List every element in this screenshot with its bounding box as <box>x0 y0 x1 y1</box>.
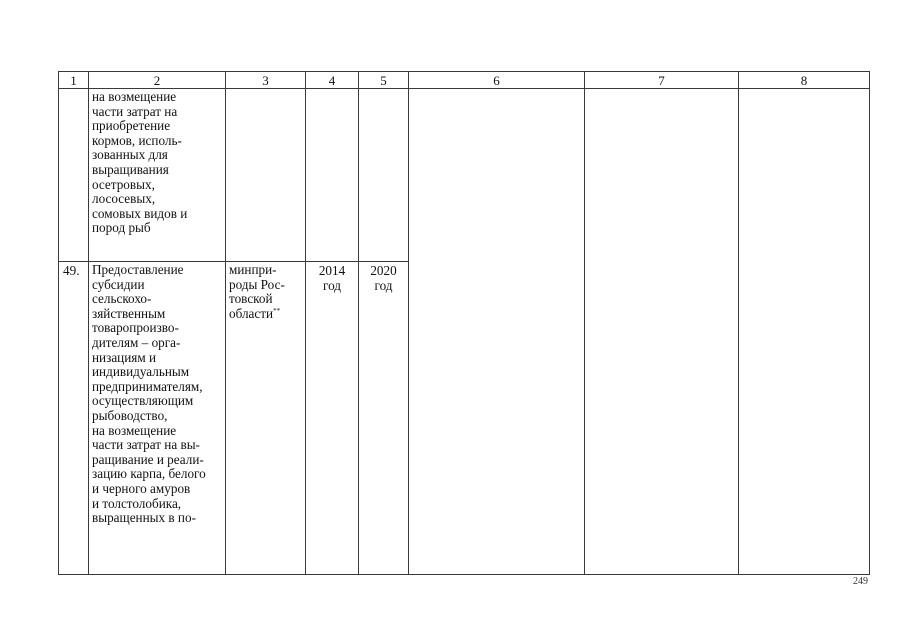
cont-description-line: части затрат на <box>92 103 178 119</box>
cont-description-line: сомовых видов и <box>92 205 188 221</box>
row-49-description-line: и черного амуров <box>92 480 191 496</box>
row-49-executor-line-text: роды Рос- <box>229 276 285 292</box>
cont-description-line: осетровых, <box>92 176 155 192</box>
row-49-executor-line <box>229 292 303 307</box>
cont-description-line: кормов, исполь- <box>92 132 182 148</box>
row-number: 49. <box>63 263 80 278</box>
end-unit: год <box>374 277 393 293</box>
row-49-description-line: индивидуальным <box>92 364 190 380</box>
row-49-description-line: зяйственным <box>92 305 166 321</box>
cont-col7-cell <box>585 89 739 262</box>
document-table <box>58 71 870 575</box>
header-col-7: 7 <box>585 72 739 89</box>
row-49-description-line: сельскохо- <box>92 291 152 307</box>
header-col-8: 8 <box>739 72 870 89</box>
row-49-col6-cell <box>409 262 585 575</box>
row-49-description-line: субсидии <box>92 276 145 292</box>
cont-description-line: пород рыб <box>92 220 151 236</box>
row-49-executor-line <box>229 263 303 278</box>
cont-end-cell <box>359 89 409 262</box>
row-number-cell <box>59 262 89 575</box>
cont-number-cell <box>59 89 89 262</box>
row-49-description-line: выращенных в по- <box>92 510 196 526</box>
row-49-end-cell <box>359 262 409 575</box>
table-row-49 <box>59 262 870 575</box>
cont-description-line: выращивания <box>92 161 169 177</box>
cont-description-cell <box>89 89 226 262</box>
start-unit: год <box>322 277 341 293</box>
table-header-row <box>59 72 870 89</box>
cont-col6-cell <box>409 89 585 262</box>
row-49-description-line: на возмещение <box>92 422 177 438</box>
cont-start-cell <box>306 89 359 262</box>
row-49-description-line: предпринимателям, <box>92 378 203 394</box>
row-49-description-text <box>89 262 225 526</box>
header-col-4: 4 <box>306 72 359 89</box>
cont-description-line: приобретение <box>92 118 171 134</box>
row-49-executor-line-text: товской <box>229 291 273 307</box>
row-49-description-line: ращивание и реали- <box>92 451 204 467</box>
row-49-description-line: части затрат на вы- <box>92 437 200 453</box>
row-49-description-line: низациям и <box>92 349 157 365</box>
cont-description-line: зованных для <box>92 147 168 163</box>
header-col-3: 3 <box>226 72 306 89</box>
cont-executor-cell <box>226 89 306 262</box>
page-number: 249 <box>853 576 868 587</box>
row-49-description-line: зацию карпа, белого <box>92 466 206 482</box>
row-49-description-line: дителям – орга- <box>92 334 181 350</box>
row-49-description-line: рыбоводство, <box>92 407 168 423</box>
end-year: 2020 <box>370 263 397 278</box>
table-row-continuation <box>59 89 870 262</box>
row-49-executor-text <box>226 262 305 321</box>
header-col-6: 6 <box>409 72 585 89</box>
row-49-start-cell <box>306 262 359 575</box>
cont-description-text <box>89 89 225 236</box>
row-49-description-line: и толстолобика, <box>92 495 182 511</box>
header-col-1: 1 <box>59 72 89 89</box>
start-year: 2014 <box>318 263 346 278</box>
row-49-executor-line <box>229 278 303 293</box>
row-49-col7-cell <box>585 262 739 575</box>
row-49-executor-line-text: минпри- <box>229 262 277 277</box>
row-49-col8-cell <box>739 262 870 575</box>
row-49-description-cell <box>89 262 226 575</box>
row-49-executor-line <box>229 307 303 322</box>
footnote-marker: ** <box>273 306 281 315</box>
cont-description-line: на возмещение <box>92 89 177 104</box>
row-49-executor-line-text: области <box>229 305 274 321</box>
header-col-2: 2 <box>89 72 226 89</box>
cont-description-line: лососевых, <box>92 191 156 207</box>
header-col-5: 5 <box>359 72 409 89</box>
row-49-executor-cell <box>226 262 306 575</box>
row-49-description-line: Предоставление <box>92 262 184 277</box>
row-49-description-line: осуществляющим <box>92 393 194 409</box>
cont-col8-cell <box>739 89 870 262</box>
row-49-description-line: товаропроизво- <box>92 320 179 336</box>
